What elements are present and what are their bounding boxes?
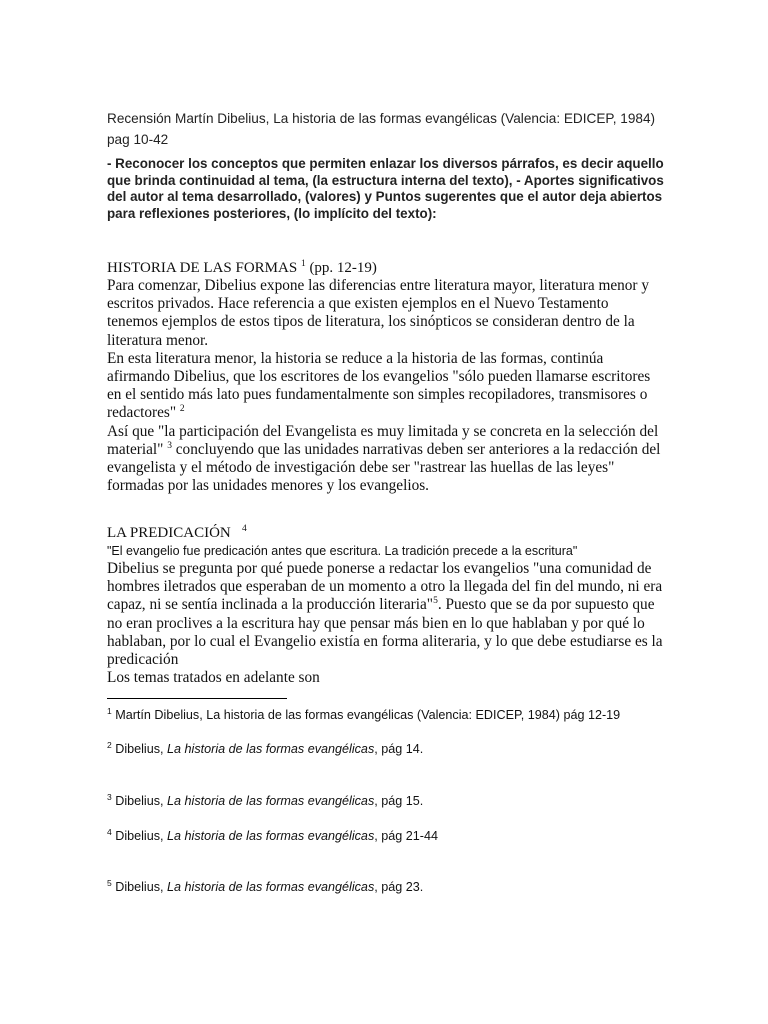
footnote-ref[interactable]: 4 (242, 524, 247, 534)
footnote-3 (107, 792, 667, 810)
footnote-number: 3 (107, 791, 112, 802)
section-title-text: LA PREDICACIÓN (107, 525, 231, 541)
paragraph (107, 423, 663, 496)
footnote-author: Dibelius, (115, 880, 164, 894)
paragraph-text: Así que "la participación del Evangelista es muy limitada y se concreta en la selección del material" (107, 422, 659, 458)
footnote-5 (107, 878, 667, 896)
footnote-ref[interactable]: 1 (300, 259, 306, 269)
section-quote: "El evangelio fue predicación antes que escritura. La tradición precede a la escritura" (107, 544, 578, 558)
paragraph (107, 350, 663, 423)
paragraph (107, 560, 663, 669)
footnote-number: 2 (107, 739, 112, 750)
paragraph-text: Dibelius se pregunta por qué puede ponerse a redactar los evangelios "una comunidad de hombres iletrados que esperaban de un momento a otro la llegada del fin del mundo, ni era capaz, ni se sentía inclinada a la producción literaria" (107, 560, 663, 614)
footnote-ref[interactable]: 3 (167, 440, 172, 451)
footnote-page: , pág 23. (374, 880, 424, 894)
paragraph: Para comenzar, Dibelius expone las diferencias entre literatura mayor, literatura menor y escritos privados. Hace referencia a que existen ejemplos en el Nuevo Testamento tenemos ejemplos de estos tipos de literatura, los sinópticos se consideran dentro de la literatura menor. (107, 277, 650, 349)
footnote-number: 4 (107, 826, 112, 837)
section-title-predicacion (107, 524, 247, 542)
footnote-ref[interactable]: 5 (433, 596, 438, 607)
footnote-title: La historia de las formas evangélicas (167, 794, 375, 808)
footnote-author: Dibelius, (115, 829, 164, 843)
section-title-historia (107, 259, 377, 277)
section2-body (107, 560, 663, 687)
paragraph-text: concluyendo que las unidades narrativas deben ser anteriores a la redacción del evangelista y el método de investigación debe ser "rastrear las huellas de las leyes" formadas por las unidades menores y los evangelios. (107, 440, 661, 495)
intro-instructions: - Reconocer los conceptos que permiten enlazar los diversos párrafos, es decir aquello que brinda continuidad al tema, (la estructura interna del texto), - Aportes significativos del autor al tema desarrollado, (valores) y Puntos sugerentes que el autor deja abiertos para reflexiones posteriores, (lo implícito del texto): (107, 156, 664, 221)
footnote-4 (107, 827, 667, 845)
footnote-title: La historia de las formas evangélicas (167, 880, 375, 894)
footnote-1 (107, 706, 667, 724)
footnote-author: Dibelius, (115, 742, 164, 756)
footnote-number: 1 (107, 705, 112, 716)
footnote-author: Dibelius, (115, 794, 164, 808)
reference-heading: Recensión Martín Dibelius, La historia de las formas evangélicas (Valencia: EDICEP, 1984) pag 10-42 (107, 111, 656, 147)
footnote-2 (107, 740, 667, 758)
footnote-page: , pág 14. (374, 742, 424, 756)
footnote-page: , pág 15. (374, 794, 424, 808)
section1-body (107, 277, 663, 495)
paragraph-text: En esta literatura menor, la historia se reduce a la historia de las formas, continúa afirmando Dibelius, que los escritores de los evangelios "sólo pueden llamarse escritores en el sentido más lato pues fundamentalmente son simples recopiladores, transmisores o redactores" (107, 349, 651, 422)
section-title-text: HISTORIA DE LAS FORMAS (107, 260, 298, 276)
section-title-pages: (pp. 12-19) (309, 260, 377, 276)
footnote-number: 5 (107, 877, 112, 888)
footnote-page: , pág 21-44 (374, 829, 438, 843)
footnote-separator (107, 698, 287, 699)
footnote-ref[interactable]: 2 (179, 404, 185, 415)
footnote-title: La historia de las formas evangélicas (167, 742, 375, 756)
paragraph-text: . Puesto que se da por supuesto que no eran proclives a la escritura hay que pensar más bien en lo que hablaban y por qué lo hablaban, por lo cual el Evangelio existía en forma aliteraria, y lo que debe estudiarse es la predicación (107, 596, 663, 669)
footnote-title: La historia de las formas evangélicas (167, 829, 375, 843)
footnote-text: Martín Dibelius, La historia de las formas evangélicas (Valencia: EDICEP, 1984) pág 12-19 (115, 708, 621, 722)
paragraph: Los temas tratados en adelante son (107, 669, 320, 687)
